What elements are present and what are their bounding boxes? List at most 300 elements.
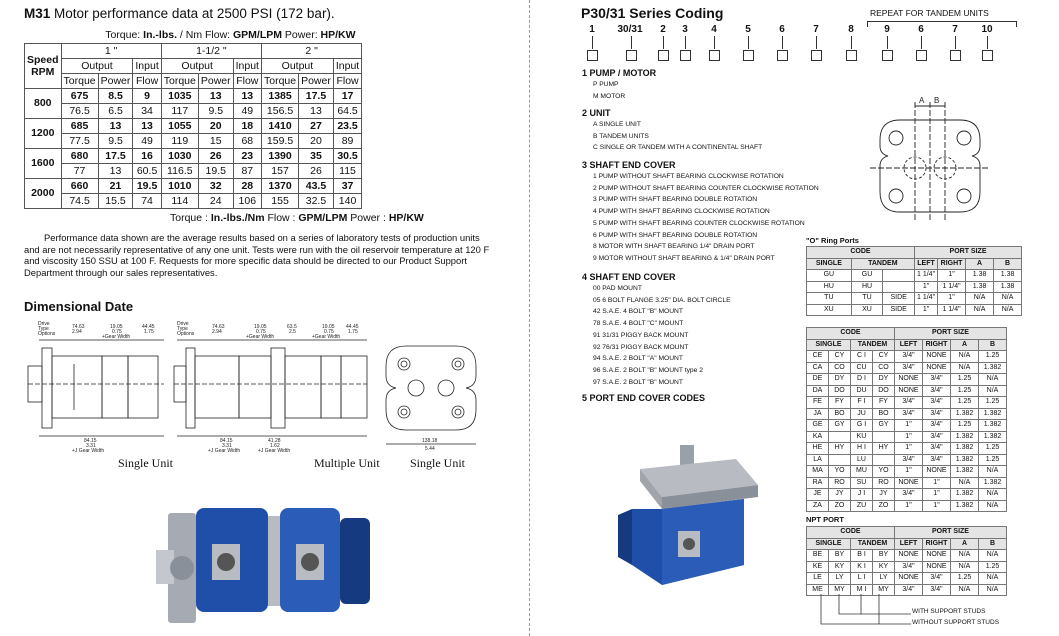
col-tandem: TANDEM: [851, 538, 895, 550]
table-cell: 1.25: [951, 397, 979, 409]
table-cell: 3/4": [895, 561, 923, 573]
table-cell: FY: [873, 397, 895, 409]
table-cell: N/A: [979, 466, 1007, 478]
table-cell: JA: [807, 408, 829, 420]
port-diagram: [870, 92, 990, 232]
repeat-label: REPEAT FOR TANDEM UNITS: [870, 8, 989, 18]
table-cell: CY: [829, 351, 851, 363]
value-cell: 17.5: [299, 88, 334, 103]
value-cell: 20: [299, 133, 334, 148]
table-cell: 1.38: [966, 281, 994, 293]
motor-photo: [150, 488, 380, 628]
value-cell: 24: [198, 193, 233, 208]
table-cell: LE: [807, 573, 829, 585]
table-row: [807, 385, 1007, 397]
table-row: [25, 133, 362, 148]
diagram-label-b: B: [934, 96, 940, 105]
table-cell: [883, 270, 915, 282]
port-size-header: PORT SIZE: [895, 328, 1007, 340]
dim-text: 0.75: [256, 329, 266, 335]
table-cell: HU: [851, 281, 883, 293]
col-a: A: [951, 339, 979, 351]
col-right: RIGHT: [923, 339, 951, 351]
performance-table: [24, 28, 362, 209]
table-cell: NONE: [923, 466, 951, 478]
position-label: 2: [660, 24, 666, 35]
table-cell: YO: [829, 466, 851, 478]
table-row: [25, 118, 362, 133]
table-cell: D I: [851, 374, 873, 386]
section-item: 5 PUMP WITH SHAFT BEARING COUNTER CLOCKWISE ROTATION: [593, 219, 805, 227]
position-box: [982, 50, 993, 61]
value-cell: 49: [133, 133, 161, 148]
table-cell: N/A: [979, 573, 1007, 585]
section-title: 2 UNIT: [582, 108, 611, 118]
table-cell: BY: [829, 550, 851, 562]
value-cell: 20: [198, 118, 233, 133]
section-item: 8 MOTOR WITH SHAFT BEARING 1/4" DRAIN PORT: [593, 243, 755, 251]
table-cell: 1": [938, 293, 966, 305]
section-item: 94 S.A.E. 2 BOLT "A" MOUNT: [593, 355, 683, 363]
table-cell: 3/4": [923, 374, 951, 386]
position-box: [950, 50, 961, 61]
value-cell: 49: [233, 103, 261, 118]
table-row: [25, 148, 362, 163]
dim-text: 63.5: [287, 324, 297, 330]
table-row: [25, 103, 362, 118]
dim-text: 84.15: [84, 438, 97, 444]
input-header: Input: [133, 58, 161, 73]
table-cell: FY: [829, 397, 851, 409]
value-cell: 1370: [261, 178, 298, 193]
dim-text: 1.75: [144, 329, 154, 335]
position-box: [882, 50, 893, 61]
section-item: 42 S.A.E. 4 BOLT "B" MOUNT: [593, 308, 683, 316]
position-box: [811, 50, 822, 61]
table-cell: N/A: [951, 550, 979, 562]
table-cell: DY: [873, 374, 895, 386]
table-cell: N/A: [966, 293, 994, 305]
value-cell: 1385: [261, 88, 298, 103]
table-cell: NONE: [923, 351, 951, 363]
table-cell: RA: [807, 477, 829, 489]
col-header: Power: [299, 73, 334, 88]
table-cell: KY: [829, 561, 851, 573]
table-cell: 3/4": [895, 351, 923, 363]
dim-text: 0.75: [324, 329, 334, 335]
code-header: CODE: [807, 527, 895, 539]
value-cell: 15.5: [98, 193, 133, 208]
position-box: [777, 50, 788, 61]
dim-text: 5.44: [425, 446, 435, 452]
dim-text: 44.45: [142, 324, 155, 330]
table-cell: 1.382: [979, 431, 1007, 443]
value-cell: 30.5: [333, 148, 361, 163]
table-cell: TU: [807, 293, 852, 305]
drive-label: Drive: [177, 321, 189, 327]
table-cell: 3/4": [895, 408, 923, 420]
section-item: 92 76/31 PIGGY BACK MOUNT: [593, 343, 689, 351]
table-cell: DO: [829, 385, 851, 397]
table-cell: SIDE: [883, 293, 915, 305]
col-header: Torque: [61, 73, 98, 88]
position-label: 9: [884, 24, 890, 35]
table-row: [807, 374, 1007, 386]
section-item: P PUMP: [593, 81, 619, 88]
table-cell: NONE: [895, 374, 923, 386]
dim-text: 3.31: [222, 443, 232, 449]
table-cell: 3/4": [923, 408, 951, 420]
table-cell: NONE: [923, 561, 951, 573]
table-cell: 1": [895, 500, 923, 512]
col-b: B: [994, 258, 1022, 270]
table-cell: 3/4": [923, 385, 951, 397]
dim-text: 2.94: [72, 329, 82, 335]
value-cell: 115: [333, 163, 361, 178]
value-cell: 74: [133, 193, 161, 208]
position-box: [916, 50, 927, 61]
value-cell: 15: [198, 133, 233, 148]
table-cell: CO: [829, 362, 851, 374]
table-cell: SU: [851, 477, 873, 489]
table-cell: ME: [807, 584, 829, 596]
col-b: B: [979, 538, 1007, 550]
section-item: 9 MOTOR WITHOUT SHAFT BEARING & 1/4" DRAIN PORT: [593, 254, 775, 262]
section-item: 2 PUMP WITHOUT SHAFT BEARING COUNTER CLOCKWISE ROTATION: [593, 184, 819, 192]
table-row: [807, 408, 1007, 420]
value-cell: 21: [98, 178, 133, 193]
dim-text: +Gear Width: [246, 334, 275, 340]
table-cell: FE: [807, 397, 829, 409]
value-cell: 9.5: [98, 133, 133, 148]
section-title: 5 PORT END COVER CODES: [582, 393, 706, 403]
section-item: 91 31/31 PIGGY BACK MOUNT: [593, 331, 689, 339]
table-cell: 1.25: [951, 420, 979, 432]
diagram-label-a: A: [919, 96, 925, 105]
value-cell: 68: [233, 133, 261, 148]
table-cell: 3/4": [923, 584, 951, 596]
table-cell: ZO: [873, 500, 895, 512]
value-cell: 43.5: [299, 178, 334, 193]
table-row: [807, 270, 1022, 282]
section-item: 78 S.A.E. 4 BOLT "C" MOUNT: [593, 320, 684, 328]
value-cell: 23: [233, 148, 261, 163]
table-cell: N/A: [951, 362, 979, 374]
table-cell: N/A: [966, 304, 994, 316]
table-row: [807, 489, 1007, 501]
code-header: CODE: [807, 247, 915, 259]
table-cell: TU: [851, 293, 883, 305]
table-cell: 3/4": [923, 573, 951, 585]
value-cell: 60.5: [133, 163, 161, 178]
value-cell: 28: [233, 178, 261, 193]
dim-text: 138.18: [422, 438, 438, 444]
table-cell: [873, 454, 895, 466]
table-cell: N/A: [994, 304, 1022, 316]
port-size-header: PORT SIZE: [915, 247, 1022, 259]
value-cell: 13: [299, 103, 334, 118]
table-cell: K I: [851, 561, 873, 573]
npt-table: [806, 526, 1007, 596]
table-cell: DE: [807, 374, 829, 386]
col-header: Flow: [133, 73, 161, 88]
speed-cell: 1200: [25, 118, 62, 148]
table-cell: N/A: [951, 584, 979, 596]
table-row: [807, 561, 1007, 573]
value-cell: 8.5: [98, 88, 133, 103]
table-cell: 1.382: [979, 362, 1007, 374]
table-row: [807, 477, 1007, 489]
col-left: LEFT: [895, 538, 923, 550]
table-cell: 3/4": [895, 362, 923, 374]
speed-cell: 2000: [25, 178, 62, 208]
position-label: 7: [813, 24, 819, 35]
dimensional-title: Dimensional Date: [24, 299, 134, 314]
studs-leaders: [815, 594, 915, 632]
input-header: Input: [333, 58, 361, 73]
drive-label: Drive: [38, 321, 50, 327]
section-item: 05 6 BOLT FLANGE 3.25" DIA. BOLT CIRCLE: [593, 296, 731, 304]
dim-text: +Gear Width: [312, 334, 341, 340]
table-cell: 1.382: [951, 489, 979, 501]
value-cell: 157: [261, 163, 298, 178]
section-title: 4 SHAFT END COVER: [582, 272, 676, 282]
table-cell: N/A: [951, 351, 979, 363]
col-right: RIGHT: [923, 538, 951, 550]
output-header: Output: [261, 58, 333, 73]
col-tandem: TANDEM: [851, 339, 895, 351]
position-box: [743, 50, 754, 61]
table-cell: JE: [807, 489, 829, 501]
position-arrow: [987, 36, 988, 49]
col-right: RIGHT: [938, 258, 966, 270]
table-cell: 1": [938, 270, 966, 282]
col-left: LEFT: [895, 339, 923, 351]
table-row: [807, 573, 1007, 585]
position-label: 1: [589, 24, 595, 35]
table-cell: 1.382: [951, 466, 979, 478]
value-cell: 1055: [161, 118, 198, 133]
table-cell: ZA: [807, 500, 829, 512]
table-cell: 1": [895, 466, 923, 478]
table-row: [25, 163, 362, 178]
table-cell: 1": [895, 443, 923, 455]
table-cell: 1 1/4": [915, 293, 938, 305]
performance-title: M31 Motor performance data at 2500 PSI (172 bar).: [24, 6, 335, 21]
table-cell: DY: [829, 374, 851, 386]
table-cell: MU: [851, 466, 873, 478]
units-footer: Torque : In.-lbs./Nm Flow : GPM/LPM Power : HP/KW: [170, 212, 424, 224]
size-header: 1-1/2 ": [161, 43, 261, 58]
value-cell: 19.5: [198, 163, 233, 178]
section-item: A SINGLE UNIT: [593, 121, 641, 128]
table-cell: B I: [851, 550, 873, 562]
position-label: 8: [848, 24, 854, 35]
page-divider: [529, 0, 530, 636]
table-cell: 1.25: [951, 374, 979, 386]
multiple-unit-caption: Multiple Unit: [314, 456, 380, 470]
col-tandem: TANDEM: [851, 258, 914, 270]
table-cell: BY: [873, 550, 895, 562]
table-cell: [829, 454, 851, 466]
value-cell: 1010: [161, 178, 198, 193]
col-single: SINGLE: [807, 258, 852, 270]
table-cell: 3/4": [923, 431, 951, 443]
table-cell: LY: [829, 573, 851, 585]
table-cell: CY: [873, 351, 895, 363]
size-header: 1 ": [61, 43, 161, 58]
col-b: B: [979, 339, 1007, 351]
table-row: [807, 466, 1007, 478]
value-cell: 77.5: [61, 133, 98, 148]
value-cell: 35: [299, 148, 334, 163]
table-cell: 3/4": [923, 454, 951, 466]
value-cell: 32.5: [299, 193, 334, 208]
table-cell: N/A: [979, 374, 1007, 386]
position-label: 30/31: [617, 24, 643, 35]
section-item: B TANDEM UNITS: [593, 132, 649, 140]
oring-ports-label: "O" Ring Ports: [806, 236, 859, 245]
value-cell: 13: [233, 88, 261, 103]
section-item: 6 PUMP WITH SHAFT BEARING DOUBLE ROTATION: [593, 231, 758, 239]
section-title: 3 SHAFT END COVER: [582, 160, 676, 170]
table-row: [807, 550, 1007, 562]
table-cell: 1.25: [951, 573, 979, 585]
table-cell: LA: [807, 454, 829, 466]
table-cell: HY: [829, 443, 851, 455]
table-cell: MY: [873, 584, 895, 596]
value-cell: 156.5: [261, 103, 298, 118]
col-header: Power: [198, 73, 233, 88]
drive-label: Options: [38, 331, 56, 337]
position-arrow: [816, 36, 817, 49]
table-cell: 1 1/4": [938, 304, 966, 316]
position-box: [680, 50, 691, 61]
end-view-caption: Single Unit: [410, 456, 466, 470]
table-cell: 1": [915, 281, 938, 293]
speed-header: Speed RPM: [25, 43, 62, 88]
without-studs-note: WITHOUT SUPPORT STUDS: [912, 619, 1000, 626]
value-cell: 140: [333, 193, 361, 208]
value-cell: 64.5: [333, 103, 361, 118]
table-cell: GU: [807, 270, 852, 282]
dim-text: 74.63: [72, 324, 85, 330]
table-row: [807, 454, 1007, 466]
value-cell: 13: [98, 163, 133, 178]
table-cell: XU: [807, 304, 852, 316]
table-cell: 1.382: [979, 420, 1007, 432]
table-cell: N/A: [979, 550, 1007, 562]
input-header: Input: [233, 58, 261, 73]
table-cell: NONE: [895, 385, 923, 397]
drive-label: Type: [177, 326, 188, 332]
table-cell: KA: [807, 431, 829, 443]
col-a: A: [966, 258, 994, 270]
position-label: 6: [918, 24, 924, 35]
single-unit-caption: Single Unit: [118, 456, 174, 470]
dim-text: +J Gear Width: [258, 448, 291, 454]
value-cell: 13: [98, 118, 133, 133]
position-arrow: [851, 36, 852, 49]
value-cell: 17.5: [98, 148, 133, 163]
value-cell: 19.5: [133, 178, 161, 193]
table-row: [807, 397, 1007, 409]
table-cell: DU: [851, 385, 873, 397]
table-row: [807, 362, 1007, 374]
dim-text: 44.45: [346, 324, 359, 330]
output-header: Output: [161, 58, 233, 73]
table-cell: ZO: [829, 500, 851, 512]
table-cell: GU: [851, 270, 883, 282]
value-cell: 159.5: [261, 133, 298, 148]
value-cell: 87: [233, 163, 261, 178]
col-single: SINGLE: [807, 339, 851, 351]
table-cell: CO: [873, 362, 895, 374]
value-cell: 18: [233, 118, 261, 133]
code-header: CODE: [807, 328, 895, 340]
performance-note: Performance data shown are the average results based on a series of laboratory tests of production units and are not necessarily representative of any one unit. Tests were run with the oil reservoir temperature at 120 F and viscosity 150 SSU at 100 F. Requests for more specific data should be directed to our Product Support Department through our sales representatives.: [24, 232, 490, 278]
table-cell: 1.25: [979, 351, 1007, 363]
table-cell: 3/4": [895, 397, 923, 409]
table-cell: NONE: [895, 477, 923, 489]
table-cell: NONE: [895, 550, 923, 562]
table-cell: 3/4": [895, 454, 923, 466]
table-cell: JY: [829, 489, 851, 501]
position-arrow: [921, 36, 922, 49]
value-cell: 9: [133, 88, 161, 103]
table-cell: JU: [851, 408, 873, 420]
value-cell: 680: [61, 148, 98, 163]
table-row: [807, 304, 1022, 316]
table-row: [807, 431, 1007, 443]
value-cell: 9.5: [198, 103, 233, 118]
position-arrow: [955, 36, 956, 49]
single-unit-drawing: [24, 318, 174, 458]
dim-text: 2.94: [212, 329, 222, 335]
table-cell: 1.38: [994, 281, 1022, 293]
drive-label: Type: [38, 326, 49, 332]
table-cell: 1.38: [966, 270, 994, 282]
position-label: 10: [981, 24, 993, 35]
table-cell: J I: [851, 489, 873, 501]
dim-text: 74.63: [212, 324, 225, 330]
value-cell: 74.5: [61, 193, 98, 208]
table-cell: GY: [829, 420, 851, 432]
table-row: [807, 293, 1022, 305]
position-box: [709, 50, 720, 61]
section-item: 96 S.A.E. 2 BOLT "B" MOUNT type 2: [593, 366, 703, 374]
table-cell: 1.38: [994, 270, 1022, 282]
output-header: Output: [61, 58, 133, 73]
table-cell: G I: [851, 420, 873, 432]
col-header: Torque: [161, 73, 198, 88]
dim-text: +J Gear Width: [208, 448, 241, 454]
table-cell: DA: [807, 385, 829, 397]
port-size-header: PORT SIZE: [895, 527, 1007, 539]
section-item: M MOTOR: [593, 92, 626, 100]
table-row: [807, 500, 1007, 512]
table-cell: 1 1/4": [915, 270, 938, 282]
units-header: Torque: In.-lbs. / Nm Flow: GPM/LPM Power: HP/KW: [105, 29, 356, 42]
section-item: 00 PAD MOUNT: [593, 285, 642, 292]
table-cell: N/A: [994, 293, 1022, 305]
table-cell: BE: [807, 550, 829, 562]
value-cell: 27: [299, 118, 334, 133]
table-cell: 1.382: [951, 454, 979, 466]
position-box: [658, 50, 669, 61]
table-cell: 1.25: [951, 385, 979, 397]
value-cell: 116.5: [161, 163, 198, 178]
